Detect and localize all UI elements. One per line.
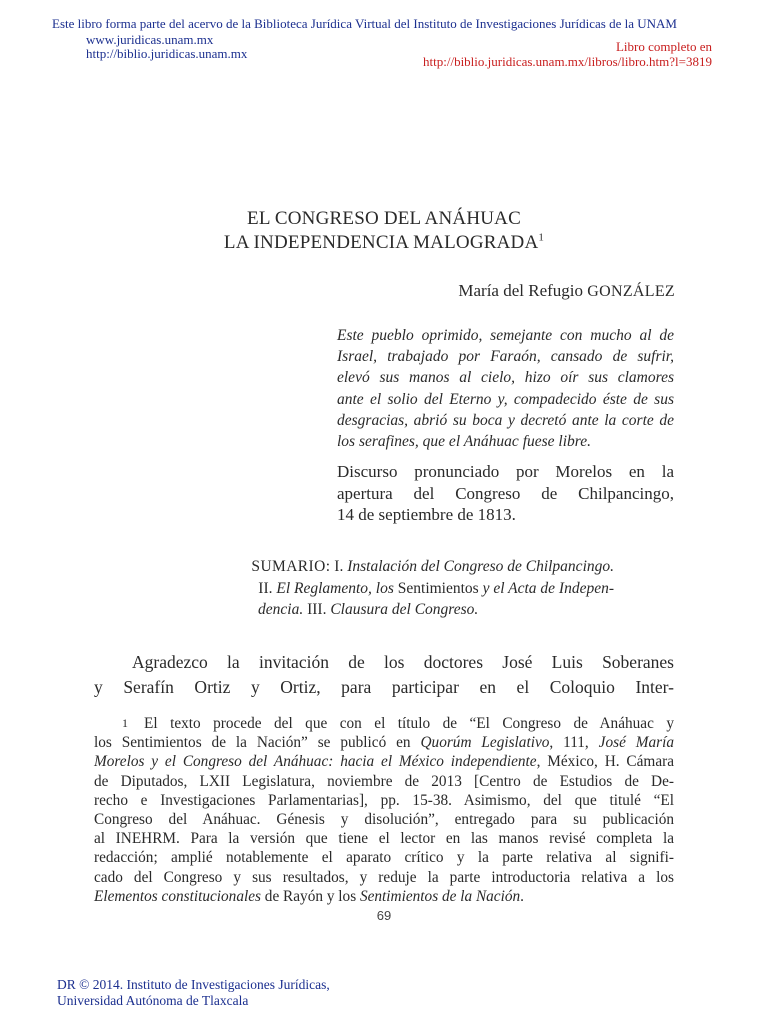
author-given: María del Refugio [458,281,584,300]
full-book-link[interactable]: http://biblio.juridicas.unam.mx/libros/libro.htm?l=3819 [423,54,712,69]
footnote-line [94,887,674,906]
epigraph-line: Israel, trabajado por Faraón, cansado de sufrir, [337,348,674,366]
footnote-text: , 111, [549,734,599,752]
footnote-mark: 1 [122,716,128,730]
epigraph-line: Este pueblo oprimido, semejante con mucho al de [337,327,674,344]
sumario-num: I. [334,558,344,575]
sumario-item: Instalación del Congreso de Chilpancingo. [347,558,614,575]
footnote-line [94,714,674,733]
sumario-item: y el Acta de Indepen- [482,579,614,597]
footnote-text: , México, H. Cámara [536,753,674,771]
sumario-item: dencia. [258,601,304,618]
footer-line-2: Universidad Autónoma de Tlaxcala [57,993,249,1008]
page-number: 69 [376,908,392,923]
footnote-text-italic: Morelos y el Congreso del Anáhuac: hacia el México independiente [94,753,537,771]
epigraph-line: elevó sus manos al cielo, hizo oír sus clamores [337,369,674,387]
title-line-2 [0,232,768,254]
author [458,281,675,301]
footnote-line: Congreso del Anáhuac. Génesis y disolución”, entregado para su publicación [94,811,674,829]
footnote-text-italic: José María [598,734,675,752]
title-line-1: EL CONGRESO DEL ANÁHUAC [247,208,521,229]
sumario-num: II. [258,579,273,597]
epigraph-line: los serafines, que el Anáhuac fuese libre. [337,433,591,451]
footnote-text-italic: Elementos constitucionales [94,887,261,905]
footnote-line: cado del Congreso y sus resultados, y reduje la parte introductoria relativa a los [94,868,674,886]
footer-line-1: DR © 2014. Instituto de Investigaciones Jurídicas, [57,977,330,992]
footnote-line: de Diputados, LXII Legislatura, noviembre de 2013 [Centro de Estudios de De- [94,772,674,790]
epigraph-source-line: Discurso pronunciado por Morelos en la [337,462,674,481]
footnote-text: . [520,887,524,905]
site-link-biblio[interactable]: http://biblio.juridicas.unam.mx [86,46,248,61]
author-surname: GONZÁLEZ [587,283,675,300]
footnote-text: El texto procede del que con el título de “El Congreso de Anáhuac y [144,715,674,732]
footnote-text: de Rayón y los [260,887,360,905]
footnote-line: al INEHRM. Para la versión que tiene el lector en las manos revisé completa la [94,830,674,848]
title-line-2-text: LA INDEPENDENCIA MALOGRADA [223,232,539,253]
footnote-text-italic: Sentimientos de la Nación [359,887,521,905]
footnote-line: recho e Investigaciones Parlamentarias], pp. 15-38. Asimismo, del que titulé “El [94,791,674,809]
library-notice: Este libro forma parte del acervo de la Biblioteca Jurídica Virtual del Instituto de Investigaciones Jurídicas de la UNAM [52,16,677,31]
title-footnote-ref[interactable]: 1 [538,231,545,244]
epigraph-source-line: apertura del Congreso de Chilpancingo, [337,483,674,503]
body-paragraph [94,650,674,700]
sumario [170,556,614,621]
epigraph-line: ante el solio del Eterno y, compadecido éste de sus [337,390,674,408]
epigraph-source [337,461,674,526]
sumario-label: SUMARIO: [251,558,331,575]
epigraph [337,325,674,452]
footnote-line [94,752,674,771]
full-book-label: Libro completo en [615,39,712,54]
sumario-item: Clausura del Congreso. [330,601,479,618]
epigraph-source-line: 14 de septiembre de 1813. [337,505,516,524]
footnote [94,714,674,906]
footnote-text: los Sentimientos de la Nación” se publicó en [94,734,421,752]
body-line: Agradezco la invitación de los doctores José Luis Soberanes [132,652,674,672]
sumario-line-1 [170,556,614,578]
footnote-text-italic: Quorúm Legislativo [420,734,550,752]
sumario-item-roman: Sentimientos [397,579,479,597]
epigraph-line: desgracias, abrió su boca y decretó ante la corte de [337,411,674,429]
sumario-line-3 [170,599,614,621]
sumario-line-2 [170,578,614,600]
footnote-line: redacción; amplié notablemente el aparato crítico y la parte relativa al signifi- [94,849,674,867]
sumario-num: III. [307,601,327,618]
sumario-item: El Reglamento, los [276,579,394,597]
footnote-line [94,733,674,752]
body-line: y Serafín Ortiz y Ortiz, para participar en el Coloquio Inter- [94,677,674,697]
site-link-juridicas[interactable]: www.juridicas.unam.mx [86,32,214,47]
